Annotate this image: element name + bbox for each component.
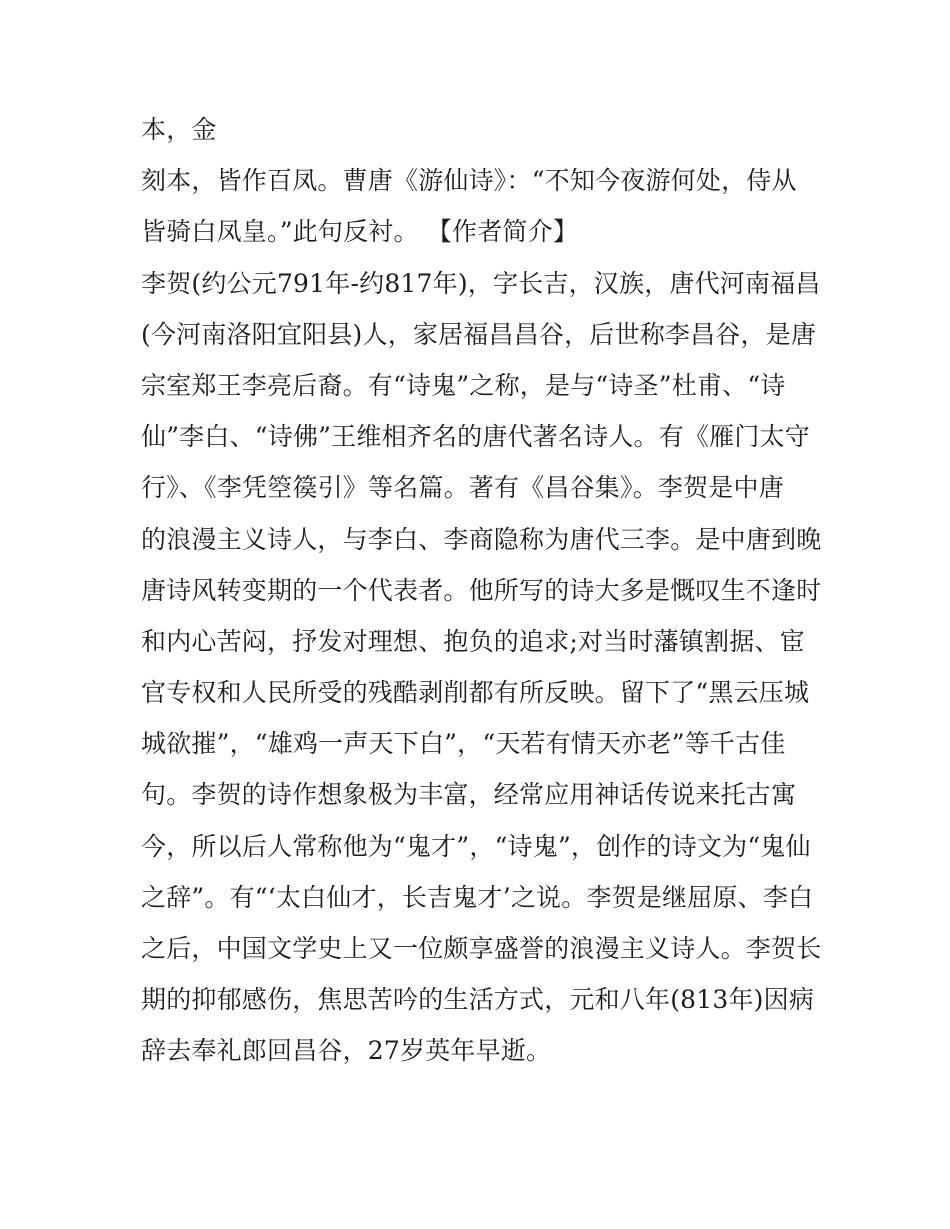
text-line: (今河南洛阳宜阳县)人，家居福昌昌谷，后世称李昌谷，是唐: [141, 319, 817, 349]
text-line: 城欲摧”，“雄鸡一声天下白”，“天若有情天亦老”等千古佳: [141, 729, 786, 759]
text-line: 辞去奉礼郎回昌谷，27岁英年早逝。: [141, 1036, 552, 1066]
text-line: 宗室郑王李亮后裔。有“诗鬼”之称，是与“诗圣”杜甫、“诗: [141, 370, 786, 400]
text-line: 刻本，皆作百凤。曹唐《游仙诗》：“不知今夜游何处，侍从: [141, 166, 797, 196]
text-line: 的浪漫主义诗人，与李白、李商隐称为唐代三李。是中唐到晚: [141, 524, 822, 554]
text-line: 唐诗风转变期的一个代表者。他所写的诗大多是慨叹生不逢时: [141, 575, 822, 605]
text-line: 之辞”。有“‘太白仙才，长吉鬼才’之说。李贺是继屈原、李白: [141, 882, 814, 912]
text-line: 行》、《李凭箜篌引》等名篇。著有《昌谷集》。李贺是中唐: [141, 473, 784, 503]
text-line: 今，所以后人常称他为“鬼才”，“诗鬼”，创作的诗文为“鬼仙: [141, 831, 811, 861]
text-line: 李贺(约公元791年-约817年)，字长吉，汉族，唐代河南福昌: [141, 268, 821, 298]
text-line: 本，金: [141, 115, 217, 144]
text-line: 之后，中国文学史上又一位颇享盛誉的浪漫主义诗人。李贺长: [141, 934, 822, 963]
text-line: 期的抑郁感伤，焦思苦吟的生活方式，元和八年(813年)因病: [141, 985, 815, 1015]
text-line: 官专权和人民所受的残酷剥削都有所反映。留下了“黑云压城: [141, 678, 810, 708]
text-line: 和内心苦闷，抒发对理想、抱负的追求;对当时藩镇割据、宦: [141, 626, 805, 656]
text-line: 仙”李白、“诗佛”王维相齐名的唐代著名诗人。有《雁门太守: [141, 422, 810, 452]
body-text: [141, 112, 831, 1085]
text-line: 句。李贺的诗作想象极为丰富，经常应用神话传说来托古寓: [141, 780, 797, 810]
text-line: 皆骑白凤皇。”此句反衬。 【作者简介】: [141, 217, 579, 247]
